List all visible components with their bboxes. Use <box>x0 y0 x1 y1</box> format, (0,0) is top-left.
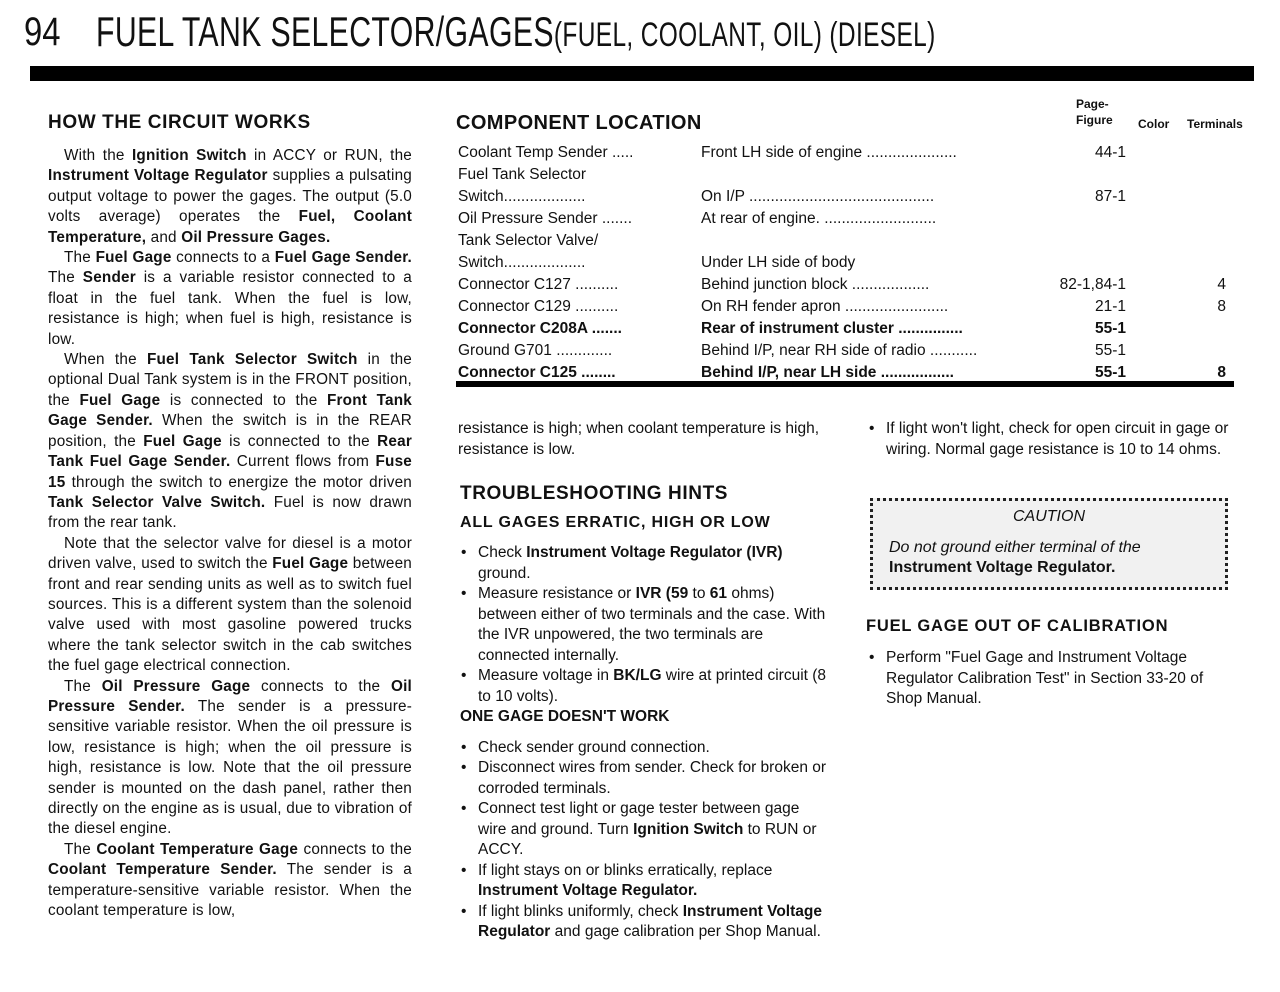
one-gage-heading: ONE GAGE DOESN'T WORK <box>460 708 670 725</box>
col-page-figure-header <box>1076 96 1113 128</box>
component-row <box>456 166 1236 188</box>
body-paragraph: With the Ignition Switch in ACCY or RUN, the Instrument Voltage Regulator supplies a pulsating output voltage to power the gages. The output (5.0 volts average) operates the Fuel, Coolant Temperature, and Oil Pressure Gages. <box>48 147 412 246</box>
component-location: Rear of instrument cluster ............... <box>701 320 963 337</box>
bold-term: Sender <box>82 269 136 287</box>
col-color-header: Color <box>1138 117 1170 131</box>
coolant-continuation: resistance is high; when coolant temperature is high, resistance is low. <box>458 420 820 458</box>
caution-text: Do not ground either terminal of the <box>889 538 1141 556</box>
component-location: Behind I/P, near LH side ................. <box>701 364 954 381</box>
component-row <box>456 210 1236 232</box>
page-header <box>24 8 936 55</box>
component-table <box>456 144 1236 386</box>
bold-term: Instrument Voltage Regulator. <box>478 882 698 899</box>
body-paragraph: Note that the selector valve for diesel is a motor driven valve, used to switch the Fuel Gage between front and rear sending units as well as to switch fuel sources. This is a different system than the solenoid valve used with most gasoline powered trucks where the tank selector switch in the cab switches the fuel gage electrical connection. <box>48 534 412 675</box>
component-location: Behind junction block .................. <box>701 276 930 293</box>
bold-term: Fuel Gage Sender. <box>274 249 412 267</box>
caution-body <box>873 538 1225 579</box>
component-page-figure: 55-1 <box>1094 342 1126 359</box>
component-row <box>456 232 1236 254</box>
component-terminals: 4 <box>1217 276 1226 293</box>
component-row <box>456 144 1236 166</box>
list-item: • Connect test light or gage tester between gage wire and ground. Turn Ignition Switch to RUN or ACCY. <box>478 799 830 861</box>
component-name: Coolant Temp Sender ..... <box>458 144 634 161</box>
component-terminals: 8 <box>1217 298 1226 315</box>
component-location: Behind I/P, near RH side of radio ........... <box>701 342 978 359</box>
bold-term: Fuel Gage <box>79 391 161 409</box>
bold-term: Fuel Gage <box>95 249 172 267</box>
component-row <box>456 298 1236 320</box>
bold-term: Tank Selector Valve Switch. <box>48 493 266 511</box>
list-item: • Disconnect wires from sender. Check for broken or corroded terminals. <box>478 758 830 799</box>
bold-term: IVR (59 <box>635 585 689 602</box>
component-location: At rear of engine. .......................... <box>701 210 937 227</box>
body-paragraph: The Fuel Gage connects to a Fuel Gage Sender. The Sender is a variable resistor connected to a float in the fuel tank. When the fuel is low, resistance is high; when fuel is high, resistance is low. <box>48 249 412 348</box>
component-page-figure: 87-1 <box>1094 188 1126 205</box>
column-three <box>866 419 1232 710</box>
bold-term: Front Tank Gage Sender. <box>48 391 412 430</box>
component-name: Connector C127 .......... <box>458 276 619 293</box>
component-location-heading: COMPONENT LOCATION <box>456 112 702 134</box>
list-item: • Perform "Fuel Gage and Instrument Voltage Regulator Calibration Test" in Section 33-20 of Shop Manual. <box>886 648 1232 710</box>
list-item: • Measure resistance or IVR (59 to 61 ohms) between either of two terminals and the case. With the IVR unpowered, the two terminals are connected internally. <box>478 584 830 666</box>
component-name: Oil Pressure Sender ....... <box>458 210 633 227</box>
page-title-sub: (FUEL, COOLANT, OIL) (DIESEL) <box>553 16 936 54</box>
bold-term: Fuse 15 <box>48 453 412 491</box>
bold-term: Fuel Tank Selector Switch <box>146 351 358 369</box>
component-row <box>456 320 1236 342</box>
bold-term: Ignition Switch <box>131 147 247 164</box>
body-paragraph: The Coolant Temperature Gage connects to the Coolant Temperature Sender. The sender is a temperature-sensitive variable resistor. When the coolant temperature is low, <box>48 840 413 920</box>
component-terminals: 8 <box>1217 364 1226 381</box>
component-page-figure: 82-1,84-1 <box>1059 276 1126 293</box>
bold-term: Ignition Switch <box>633 820 744 838</box>
component-name: Switch................... <box>458 254 586 271</box>
component-row <box>456 254 1236 276</box>
erratic-heading: ALL GAGES ERRATIC, HIGH OR LOW <box>460 513 771 531</box>
page-title <box>96 8 936 56</box>
how-it-works-body <box>48 146 412 921</box>
bold-term: Oil Pressure Gage <box>101 677 251 695</box>
component-location: On RH fender apron ........................ <box>701 298 949 315</box>
bold-term: Coolant Temperature Gage <box>96 840 299 858</box>
col-page-label: Page- <box>1076 97 1109 111</box>
page-number: 94 <box>24 10 61 54</box>
caution-bold-text: Instrument Voltage Regulator. <box>889 559 1116 576</box>
troubleshooting-section <box>458 419 830 943</box>
caution-title: CAUTION <box>1013 508 1085 525</box>
list-item: • Check Instrument Voltage Regulator (IVR) ground. <box>478 543 830 584</box>
list-item: • Check sender ground connection. <box>478 738 830 759</box>
component-name: Connector C125 ........ <box>458 364 616 381</box>
bold-term: Instrument Voltage Regulator <box>478 902 822 940</box>
component-row <box>456 276 1236 298</box>
bold-term: 61 <box>709 585 728 602</box>
col-figure-label: Figure <box>1076 113 1113 127</box>
bold-term: Fuel Gage <box>143 432 222 450</box>
body-paragraph: The Oil Pressure Gage connects to the Oil Pressure Sender. The sender is a pressure-sensitive variable resistor. When the oil pressure is low, resistance is high; when the oil pressure is high, resistance is low. Note that the oil pressure sender is mounted on the dash panel, rather then directly on the engine as is usual, due to vibration of the diesel engine. <box>48 677 412 838</box>
component-location: On I/P ........................................... <box>701 188 935 205</box>
list-item: • Measure voltage in BK/LG wire at printed circuit (8 to 10 volts). <box>478 666 830 707</box>
component-row <box>456 342 1236 364</box>
component-name: Connector C129 .......... <box>458 298 619 315</box>
bold-term: Instrument Voltage Regulator (IVR) <box>526 544 783 561</box>
component-location: Front LH side of engine ..................... <box>701 144 957 161</box>
body-paragraph: When the Fuel Tank Selector Switch in the optional Dual Tank system is in the FRONT position, the Fuel Gage is connected to the Front Tank Gage Sender. When the switch is in the REAR position, the Fuel Gage is connected to the Rear Tank Fuel Gage Sender. Current flows from Fuse 15 through the switch to energize the motor driven Tank Selector Valve Switch. Fuel is now drawn from the rear tank. <box>48 351 413 532</box>
component-page-figure: 55-1 <box>1094 364 1126 381</box>
bold-term: Rear Tank Fuel Gage Sender. <box>48 432 412 471</box>
component-table-rule <box>456 381 1234 387</box>
one-gage-list <box>458 738 830 943</box>
component-location: Under LH side of body <box>701 254 856 271</box>
bold-term: Fuel, Coolant Temperature, <box>48 208 412 246</box>
open-circuit-list <box>866 419 1232 460</box>
bold-term: Coolant Temperature Sender. <box>48 861 277 879</box>
list-item: • If light won't light, check for open circuit in gage or wiring. Normal gage resistance is 10 to 14 ohms. <box>886 419 1232 460</box>
col-terminals-header: Terminals <box>1187 117 1243 131</box>
how-it-works-section <box>48 112 412 921</box>
component-page-figure: 55-1 <box>1094 320 1126 337</box>
bold-term: Instrument Voltage Regulator <box>48 167 268 185</box>
calibration-list <box>866 648 1232 710</box>
calibration-heading: FUEL GAGE OUT OF CALIBRATION <box>866 616 1169 635</box>
bold-term: BK/LG <box>613 667 662 684</box>
bold-term: Oil Pressure Sender. <box>48 677 412 715</box>
component-name: Ground G701 ............. <box>458 342 613 359</box>
list-item: • If light blinks uniformly, check Instrument Voltage Regulator and gage calibration per Shop Manual. <box>478 902 830 943</box>
header-rule <box>30 66 1254 81</box>
list-item: • If light stays on or blinks erratically, replace Instrument Voltage Regulator. <box>478 861 830 902</box>
erratic-list <box>458 543 830 707</box>
page-title-main: FUEL TANK SELECTOR/GAGES <box>96 8 554 55</box>
component-name: Switch................... <box>458 188 586 205</box>
how-it-works-heading: HOW THE CIRCUIT WORKS <box>48 112 311 133</box>
component-page-figure: 44-1 <box>1094 144 1126 161</box>
troubleshooting-heading: TROUBLESHOOTING HINTS <box>460 483 729 504</box>
caution-box <box>870 498 1228 590</box>
component-name: Tank Selector Valve/ <box>458 232 599 249</box>
component-name: Fuel Tank Selector <box>458 166 587 183</box>
component-page-figure: 21-1 <box>1094 298 1126 315</box>
component-row <box>456 188 1236 210</box>
bold-term: Oil Pressure Gages. <box>181 228 331 246</box>
bold-term: Fuel Gage <box>272 555 349 573</box>
component-name: Connector C208A ....... <box>458 320 622 337</box>
